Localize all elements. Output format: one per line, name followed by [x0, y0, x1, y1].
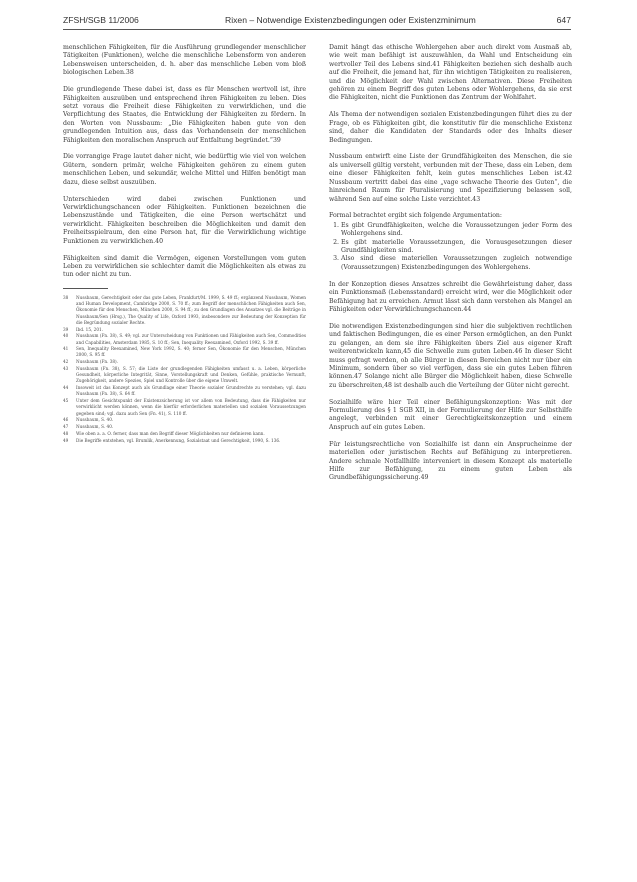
- footnote: [63, 295, 306, 325]
- paragraph: Unterschieden wird dabei zwischen Funktionen und Verwirklichungschancen oder Fähigkeiten. Funktionen bezeichnen die Lebenszustände und Tätigkeiten, die eine Person wertschätzt und verwirklicht. Fähigkeiten beschreiben die Möglichkeiten und damit den Freiheitsspielraum, den eine Person hat, für die Verwirklichung wichtige Funktionen zu verwirklichen.40: [63, 195, 306, 245]
- footnote: [63, 333, 306, 345]
- journal-issue: ZFSH/SGB 11/2006: [63, 15, 139, 25]
- footnote-text: Die Begriffe entstehen, vgl. Brumlik, Anerkennung, Sozialstaat und Gerechtigkeit, 1990, S. 136.: [76, 438, 281, 444]
- list-item: 2. Es gibt materielle Voraussetzungen, die Vorausgesetzungen dieser Grundfähigkeiten sind.: [341, 239, 572, 256]
- footnote-number: 39: [63, 326, 69, 332]
- footnote-number: 48: [63, 431, 69, 437]
- paragraph: Nussbaum entwirft eine Liste der Grundfähigkeiten des Menschen, die sie als universell gültig versteht, verbunden mit der These, dass ein Leben, dem eine dieser Fähigkeiten fehlt, kein gutes menschliches Leben ist.42 Nussbaum vertritt dabei das eine „vage schwache Theorie des Guten“, die hinreichend Raum für Pluralisierung und Spezifizierung belassen soll, während Sen auf eine solche Liste verzichtet.43: [329, 153, 572, 203]
- footnote: [63, 385, 306, 397]
- footnote: [63, 424, 306, 430]
- footnote-text: Nussbaum, S. 40.: [76, 417, 114, 423]
- footnote: [63, 359, 306, 365]
- paragraph: Die grundlegende These dabei ist, dass es für Menschen wertvoll ist, ihre Fähigkeiten auszuüben und entsprechend ihren Fähigkeiten zu leben. Dies setzt voraus die Freiheit diese Fähigkeiten zu verwirklichen, und die Verpflichtung des Staates, die Entwicklung der Fähigkeiten zu fördern. In den Worten von Nussbaum: „Die Fähigkeiten haben gute von den grundlegenden Intuition aus, dass das Vorhandensein der menschlichen Fähigkeiten den moralischen Anspruch auf Entfaltung begründet.“39: [63, 86, 306, 144]
- paragraph: Die notwendigen Existenzbedingungen sind hier die subjektiven rechtlichen und faktischen Bedingungen, die es einer Person ermöglichen, an den Punkt zu gelangen, an dem sie ihre Fähigkeiten übers Ziel aus eigener Kraft weiterentwickeln kann,45 die Schwelle zum guten Leben.46 In dieser Sicht muss gefragt werden, ob alle Bürger in diesen Bereichen nicht nur über ein Minimum, sondern über so viel verfügen, dass sie ein gutes Leben führen können.47 Solange nicht alle Bürger die Möglichkeit haben, diese Schwelle zu überschreiten,48 ist deshalb auch die Verteilung der Güter nicht gerecht.: [329, 322, 572, 389]
- footnote-text: Ibd. 15, 201.: [76, 326, 103, 332]
- footnote-number: 40: [63, 333, 69, 339]
- paragraph: Damit hängt das ethische Wohlergehen aber auch direkt vom Ausmaß ab, wie weit man befähigt ist auszuwählen, da Wahl und Entscheidung ein wertvoller Teil des Lebens sind.41 Fähigkeiten beziehen sich deshalb auch auf die Freiheit, die jemand hat, für ihn wichtigen Tätigkeiten zu realisieren, und die Möglichkeit der Wahl zwischen Alternativen. Diese Freiheiten gehören zu einem Begriff des guten Lebens oder Wohlergehens, da sie erst die Fähigkeiten, nicht die Funktionen das Zentrum der Wohlfahrt.: [329, 44, 572, 102]
- footnote: [63, 417, 306, 423]
- page-number: 647: [556, 15, 571, 25]
- footnote-number: 41: [63, 346, 69, 352]
- footnote-text: Nussbaum, Gerechtigkeit oder das gute Leben, Frankfurt/M. 1999, S. 49 ff.; ergänzend Nussbaum, Women and Human Development, Cambridge 2000, S. 70 ff.; zum Begriff der menschlichen Fähigkeiten auch Sen, Ökonomie für den Menschen, München 2000, S. 94 ff.; zu den Grundlagen des Ansatzes vgl. die Beiträge in Nussbaum/Sen (Hrsg.), The Quality of Life, Oxford 1993, insbesondere zur Bedeutung der Konzeption für die Begründung sozialer Rechte.: [76, 295, 306, 325]
- paragraph: In der Konzeption dieses Ansatzes schreibt die Gewährleistung daher, dass ein Funktionsmaß (Lebensstandard) erreicht wird, wer die Möglichkeit oder Befähigung hat zu erreichen. Armut lässt sich dann verstehen als Mangel an Fähigkeiten oder Verwirklichungschancen.44: [329, 280, 572, 313]
- footnote-text: Sen, Inequality Reexamined, New York 1992, S. 40; ferner Sen, Ökonomie für den Menschen, München 2000, S. 95 ff.: [76, 346, 306, 358]
- footnote-number: 43: [63, 366, 69, 372]
- footnote-number: 45: [63, 398, 69, 404]
- footnote-text: Nussbaum (Fn. 38), S. 49; vgl. zur Unterscheidung von Funktionen und Fähigkeiten auch Sen, Commodities and Capabilities, Amsterdam 1985, S. 10 ff.; Sen, Inequality Reexamined, Oxford 1992, S. 39 ff.: [76, 333, 306, 345]
- paragraph: menschlichen Fähigkeiten, für die Ausführung grundlegender menschlicher Tätigkeiten (Funktionen), welche die menschliche Lebensform von anderen Lebensweisen unterscheiden, d. h. aber das menschliche Leben vom bloß biologischen Leben.38: [63, 44, 306, 77]
- footnote: [63, 398, 306, 416]
- argument-list: [329, 222, 572, 272]
- footnote-number: 46: [63, 417, 69, 423]
- page-header: [63, 15, 571, 29]
- footnote: [63, 346, 306, 358]
- footnotes: [63, 295, 306, 444]
- footnote: [63, 327, 306, 333]
- footnote: [63, 438, 306, 444]
- footnote-number: 44: [63, 385, 69, 391]
- footnote-text: Nussbaum, S. 40.: [76, 424, 114, 430]
- footnote-text: Nussbaum (Fn. 38).: [76, 359, 119, 365]
- footnote-text: Wie oben a. a. O. ferner, dass man den Begriff dieser Möglichkeiten nur definieren kann.: [76, 431, 265, 437]
- footnote-number: 42: [63, 359, 69, 365]
- list-item: 1. Es gibt Grundfähigkeiten, welche die Voraussetzungen jeder Form des Wohlergehens sind.: [341, 222, 572, 239]
- right-column: [329, 44, 572, 491]
- paragraph: Die vorrangige Frage lautet daher nicht, wie bedürftig wie viel von welchen Gütern, sondern primär, welche Fähigkeiten gehören zu einem guten menschlichen Leben, und sekundär, welche Mittel und Hilfen benötigt man dazu, diese selbst auszuüben.: [63, 153, 306, 186]
- footnote-separator: [63, 288, 108, 289]
- footnote-text: Nussbaum (Fn. 38), S. 57; die Liste der grundlegenden Fähigkeiten umfasst u. a. Leben, körperliche Gesundheit, körperliche Integrität, Sinne, Vorstellungskraft und Denken, Gefühle, praktische Vernunft, Zugehörigkeit, andere Spezies, Spiel und Kontrolle über die eigene Umwelt.: [76, 366, 306, 384]
- paragraph: Sozialhilfe wäre hier Teil einer Befähigungskonzeption: Was mit der Formulierung des § 1 SGB XII, in der Formulierung der Hilfe zur Selbsthilfe angelegt, verbinden mit einer Gerechtigkeitskonzeption und einem Anspruch auf ein gutes Leben.: [329, 398, 572, 431]
- list-item: 3. Also sind diese materiellen Voraussetzungen zugleich notwendige (Voraussetzungen) Existenzbedingungen des Wohlergehens.: [341, 255, 572, 272]
- footnote: [63, 431, 306, 437]
- footnote-text: Unter dem Gesichtspunkt der Existenzsicherung ist vor allem von Bedeutung, dass die Fähigkeiten nur verwirklicht werden können, wenn die hierfür erforderlichen materiellen und sozialen Voraussetzungen gegeben sind; vgl. dazu auch Sen (Fn. 41), S. 110 ff.: [76, 398, 306, 416]
- footnote: [63, 366, 306, 384]
- paragraph: Formal betrachtet ergibt sich folgende Argumentation:: [329, 212, 503, 220]
- header-rule: [63, 29, 571, 30]
- paragraph: Fähigkeiten sind damit die Vermögen, eigenen Vorstellungen vom guten Leben zu verwirklichen sie schlechter damit die Möglichkeiten als etwas zu tun oder nicht zu tun.: [63, 254, 306, 279]
- running-title: Rixen – Notwendige Existenzbedingungen oder Existenzminimum: [225, 15, 476, 25]
- footnote-number: 38: [63, 295, 69, 301]
- footnote-number: 49: [63, 438, 69, 444]
- left-column: [63, 44, 306, 445]
- footnote-number: 47: [63, 424, 69, 430]
- paragraph: Für leistungsrechtliche von Sozialhilfe ist dann ein Ansprucheinme der materiellen oder juristischen Rechts auf Befähigung zu interpretieren. Andere schmale Notfallhilfe interveniert in diesem Konzept als materielle Hilfe zur Befähigung, zu einem guten Leben als Grundbefähigungssicherung.49: [329, 440, 572, 482]
- paragraph: Als Thema der notwendigen sozialen Existenzbedingungen führt dies zu der Frage, ob es Fähigkeiten gibt, die konstitutiv für die menschliche Existenz sind, daher die Kandidaten der Standards oder des Inhalts dieser Bedingungen.: [329, 111, 572, 144]
- footnote-text: Insoweit ist das Konzept auch als Grundlage einer Theorie sozialer Grundrechte zu verstehen; vgl. dazu Nussbaum (Fn. 38), S. 64 ff.: [76, 385, 306, 397]
